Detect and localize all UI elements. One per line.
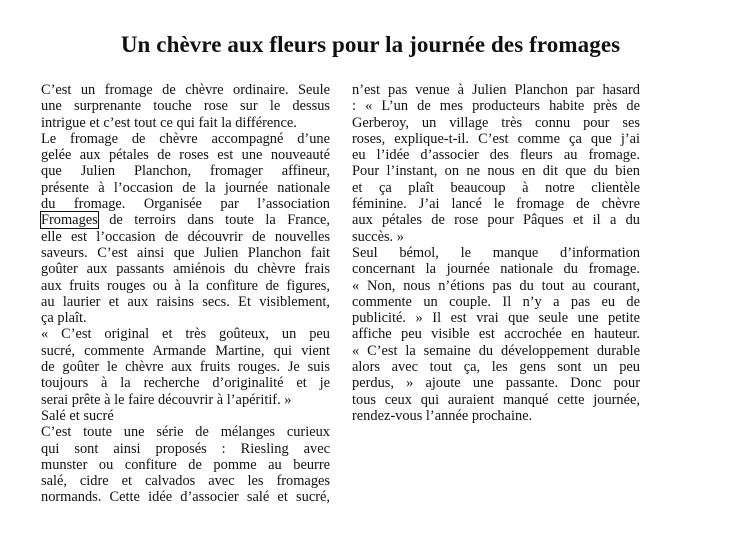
- boxed-word: Fromages: [41, 212, 98, 229]
- text-line: alors avec tout ça, les gens sont un peu: [352, 359, 640, 376]
- text-line: : « L’un de mes producteurs habite près de: [352, 98, 640, 115]
- text-line: Le fromage de chèvre accompagné d’une: [41, 130, 330, 147]
- text-line: salé, cidre et calvados avec les fromages: [41, 473, 330, 490]
- text-line: roses, explique-t-il. C’est comme ça que j’ai: [352, 130, 640, 147]
- text-line: C’est un fromage de chèvre ordinaire. Seule: [41, 82, 330, 98]
- text-line: une surprenante touche rose sur le dessus: [41, 98, 330, 115]
- text-line: munster ou confiture de pomme au beurre: [41, 456, 330, 473]
- text-line: Gerberoy, un village très connu pour ses: [352, 114, 640, 131]
- text-line: « C’est la semaine du développement durable: [352, 342, 640, 359]
- text-line: C’est toute une série de mélanges curieux: [41, 424, 330, 441]
- text-line: qui sont ainsi proposés : Riesling avec: [41, 440, 330, 457]
- text-line: serai prête à le faire découvrir à l’apéritif. »: [41, 391, 292, 408]
- text-line: ça plaît.: [41, 310, 87, 327]
- text-line: gelée aux pétales de roses est une nouveauté: [41, 147, 330, 164]
- text-line: aux pétales de rose pour Pâques et il a du: [352, 212, 640, 229]
- subheading: Salé et sucré: [41, 407, 114, 424]
- text-line: au laurier et aux raisins secs. Et visiblement,: [41, 293, 330, 310]
- text-line-rest: de terroirs dans toute la France,: [109, 212, 330, 229]
- text-line-with-box: [41, 212, 330, 228]
- text-line: eu l’idée d’associer des fleurs au fromage.: [352, 147, 640, 164]
- text-line: sucré, commente Armande Martine, qui vient: [41, 342, 330, 359]
- left-column: [41, 82, 330, 506]
- text-line: commente un couple. Il n’y a pas eu de: [352, 293, 640, 310]
- right-column: [352, 82, 640, 424]
- text-line: tous ceux qui auraient manqué cette journée,: [352, 391, 640, 408]
- text-line: présente à l’occasion de la journée nationale: [41, 179, 330, 196]
- text-line: intrigue et c’est tout ce qui fait la différence.: [41, 114, 297, 131]
- text-line: de goûter le chèvre aux fruits rouges. Je suis: [41, 359, 330, 376]
- text-line: succès. »: [352, 228, 404, 245]
- text-line: n’est pas venue à Julien Planchon par hasard: [352, 82, 640, 98]
- text-line: Pour l’instant, on ne nous en dit que du bien: [352, 163, 640, 180]
- article-title: Un chèvre aux fleurs pour la journée des fromages: [120, 32, 621, 57]
- text-line: elle est l’occasion de découvrir de nouvelles: [41, 228, 330, 245]
- text-line: rendez-vous l’année prochaine.: [352, 407, 533, 424]
- text-line: aux fruits rouges ou à la confiture de figures,: [41, 277, 330, 294]
- text-line: saveurs. C’est ainsi que Julien Planchon fait: [41, 244, 330, 261]
- text-line: « Non, nous n’étions pas du tout au courant,: [352, 277, 640, 294]
- text-line: normands. Cette idée d’associer salé et sucré,: [41, 489, 330, 506]
- text-line: perdus, » ajoute une passante. Donc pour: [352, 375, 640, 392]
- text-line: « C’est original et très goûteux, un peu: [41, 326, 330, 343]
- text-line: publicité. » Il est vrai que seule une petite: [352, 310, 640, 327]
- text-line: goûter aux passants amiénois du chèvre frais: [41, 261, 330, 278]
- text-line: concernant la journée nationale du fromage.: [352, 261, 640, 278]
- text-line: féminine. J’ai lancé le fromage de chèvre: [352, 196, 640, 213]
- text-line: que Julien Planchon, fromager affineur,: [41, 163, 330, 180]
- text-line: et ça plaît beaucoup à notre clientèle: [352, 179, 640, 196]
- text-line: Seul bémol, le manque d’information: [352, 244, 640, 261]
- text-line: du fromage. Organisée par l’association: [41, 196, 330, 213]
- text-line: toujours à la recherche d’originalité et je: [41, 375, 330, 392]
- text-line: affiche peu visible est accrochée en hauteur.: [352, 326, 640, 343]
